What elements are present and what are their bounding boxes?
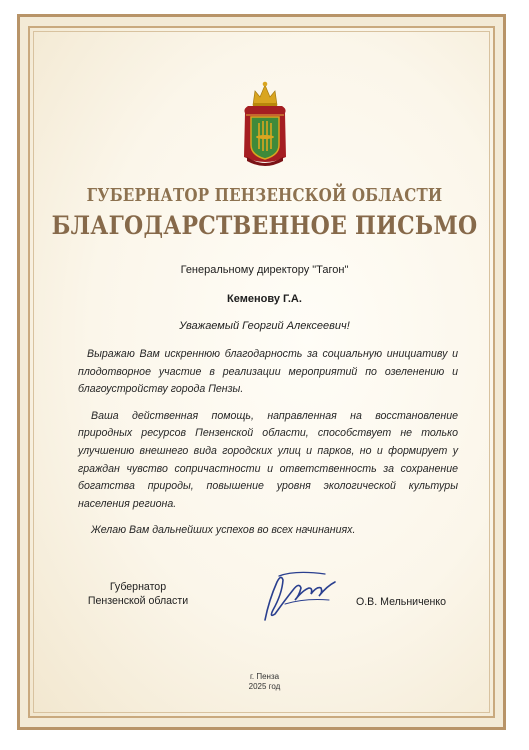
paragraph-contribution: Ваша действенная помощь, направленная на восстановление природных ресурсов Пензенской области, способствует не только улучшению внешнего вида городских улиц и парков, но и формирует у граждан чувство сопричастности и ответственность за сохранение богатства природы, повышение уровня экологической культуры населения региона.	[78, 409, 458, 510]
addressee-name: Кеменову Г.А.	[227, 293, 302, 305]
signatory-name: О.В. Мельниченко	[356, 596, 446, 608]
place: г. Пенза	[249, 672, 280, 681]
issuer-title: ГУБЕРНАТОР ПЕНЗЕНСКОЙ ОБЛАСТИ	[86, 185, 443, 206]
signatory-title	[78, 580, 198, 608]
addressee-position: Генеральному директору "Тагон"	[180, 264, 349, 276]
signatory-title-line1: Губернатор	[109, 581, 167, 593]
year: 2025 год	[248, 682, 281, 691]
letter-body	[78, 346, 458, 549]
paragraph-gratitude: Выражаю Вам искреннюю благодарность за социальную инициативу и плодотворное участие в реализации мероприятий по озеленению и благоустройству города Пензы.	[78, 348, 458, 396]
signatory-title-line2: Пензенской области	[87, 595, 189, 607]
coat-of-arms-icon	[239, 79, 291, 171]
document-title: БЛАГОДАРСТВЕННОЕ ПИСЬМО	[51, 211, 478, 240]
handwritten-signature	[255, 560, 345, 630]
paragraph-wishes: Желаю Вам дальнейших успехов во всех начинаниях.	[91, 524, 356, 537]
greeting: Уважаемый Георгий Алексеевич!	[179, 320, 350, 332]
place-and-date	[0, 672, 529, 692]
